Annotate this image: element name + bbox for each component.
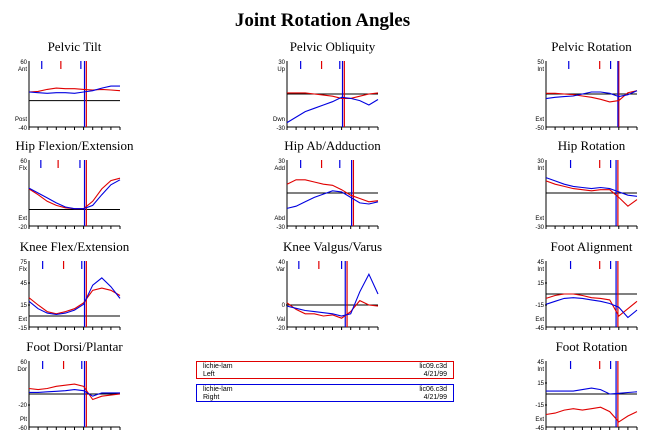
y-top-label: Int	[537, 367, 544, 373]
y-tick-label: -15	[535, 403, 544, 409]
y-max-label: 60	[20, 360, 27, 366]
y-max-label: 50	[537, 60, 544, 66]
y-max-label: 45	[537, 360, 544, 366]
y-max-label: 60	[20, 159, 27, 165]
chart-title: Knee Valgus/Varus	[282, 239, 383, 254]
series-right	[287, 97, 378, 122]
y-bottom-label: Val	[276, 317, 285, 323]
y-max-label: 60	[20, 60, 27, 66]
y-top-label: Int	[537, 166, 544, 172]
y-min-label: -15	[18, 326, 27, 332]
series-left	[29, 178, 120, 209]
y-min-label: -30	[276, 225, 285, 231]
y-bottom-label: Ext	[18, 216, 27, 222]
y-min-label: -40	[18, 126, 27, 132]
y-tick-label: -15	[535, 303, 544, 309]
series-right	[287, 274, 378, 316]
y-top-label: Ant	[17, 67, 27, 73]
y-max-label: 30	[537, 159, 544, 165]
legend-left-file: lic09.c3d	[419, 363, 447, 370]
series-left	[29, 88, 120, 92]
legend-left-name: lichie-lam	[203, 363, 233, 370]
y-max-label: 75	[20, 260, 27, 266]
y-tick-label: 45	[20, 281, 27, 287]
legend-right-date: 4/21/99	[423, 394, 447, 401]
y-bottom-label: Abd	[274, 216, 285, 222]
y-tick-label: 0	[281, 303, 285, 309]
y-top-label: Flx	[19, 166, 27, 172]
y-min-label: -30	[535, 225, 544, 231]
chart-6	[535, 138, 637, 231]
y-top-label: Dor	[17, 367, 27, 373]
chart-title: Pelvic Obliquity	[289, 39, 376, 54]
chart-title: Knee Flex/Extension	[19, 239, 130, 254]
y-bottom-label: Ext	[535, 417, 544, 423]
y-bottom-label: Plt	[19, 417, 27, 423]
y-min-label: -45	[535, 326, 544, 332]
y-bottom-label: Dwn	[272, 117, 285, 123]
legend-left	[196, 361, 454, 379]
y-max-label: 30	[278, 159, 285, 165]
chart-10	[17, 339, 123, 432]
chart-title: Hip Ab/Adduction	[284, 138, 381, 153]
chart-title: Pelvic Tilt	[47, 39, 102, 54]
legend-left-date: 4/21/99	[423, 371, 447, 378]
y-tick-label: 15	[537, 381, 544, 387]
y-top-label: Flx	[19, 267, 27, 273]
y-bottom-label: Ext	[535, 216, 544, 222]
chart-9	[535, 239, 637, 332]
chart-title: Pelvic Rotation	[551, 39, 632, 54]
legend-right-name: lichie-lam	[203, 386, 233, 393]
series-left	[546, 407, 637, 422]
chart-7	[18, 239, 129, 332]
y-top-label: Up	[277, 67, 285, 73]
chart-5	[274, 138, 381, 231]
y-min-label: -60	[18, 426, 27, 432]
legend-right-side: Right	[203, 394, 220, 401]
y-top-label: Int	[537, 267, 544, 273]
y-min-label: -30	[276, 126, 285, 132]
page-title: Joint Rotation Angles	[234, 10, 411, 31]
y-tick-label: 15	[537, 281, 544, 287]
chart-11	[535, 339, 637, 432]
y-bottom-label: Ext	[18, 317, 27, 323]
chart-8	[276, 239, 382, 332]
chart-2	[273, 39, 378, 132]
y-bottom-label: Ext	[535, 317, 544, 323]
y-min-label: -20	[18, 225, 27, 231]
legend-right-file: lic06.c3d	[419, 386, 447, 393]
chart-title: Hip Rotation	[557, 138, 626, 153]
y-top-label: Add	[274, 166, 285, 172]
y-max-label: 30	[278, 60, 285, 66]
y-min-label: -45	[535, 426, 544, 432]
y-tick-label: 15	[20, 303, 27, 309]
legend-right	[196, 384, 454, 402]
chart-title: Foot Alignment	[550, 239, 633, 254]
y-max-label: 45	[537, 260, 544, 266]
chart-4	[15, 138, 134, 231]
series-right	[546, 388, 637, 394]
y-min-label: -20	[276, 326, 285, 332]
chart-title: Foot Dorsi/Plantar	[26, 339, 123, 354]
y-bottom-label: Ext	[535, 117, 544, 123]
y-max-label: 40	[278, 260, 285, 266]
y-min-label: -50	[535, 126, 544, 132]
y-top-label: Var	[276, 267, 285, 273]
y-bottom-label: Post	[14, 117, 27, 123]
chart-3	[535, 39, 637, 132]
y-tick-label: -20	[18, 403, 27, 409]
y-top-label: Int	[537, 67, 544, 73]
chart-title: Foot Rotation	[555, 339, 628, 354]
legend-left-side: Left	[203, 371, 215, 378]
chart-title: Hip Flexion/Extension	[15, 138, 134, 153]
chart-1	[15, 39, 120, 132]
series-right	[546, 298, 637, 318]
